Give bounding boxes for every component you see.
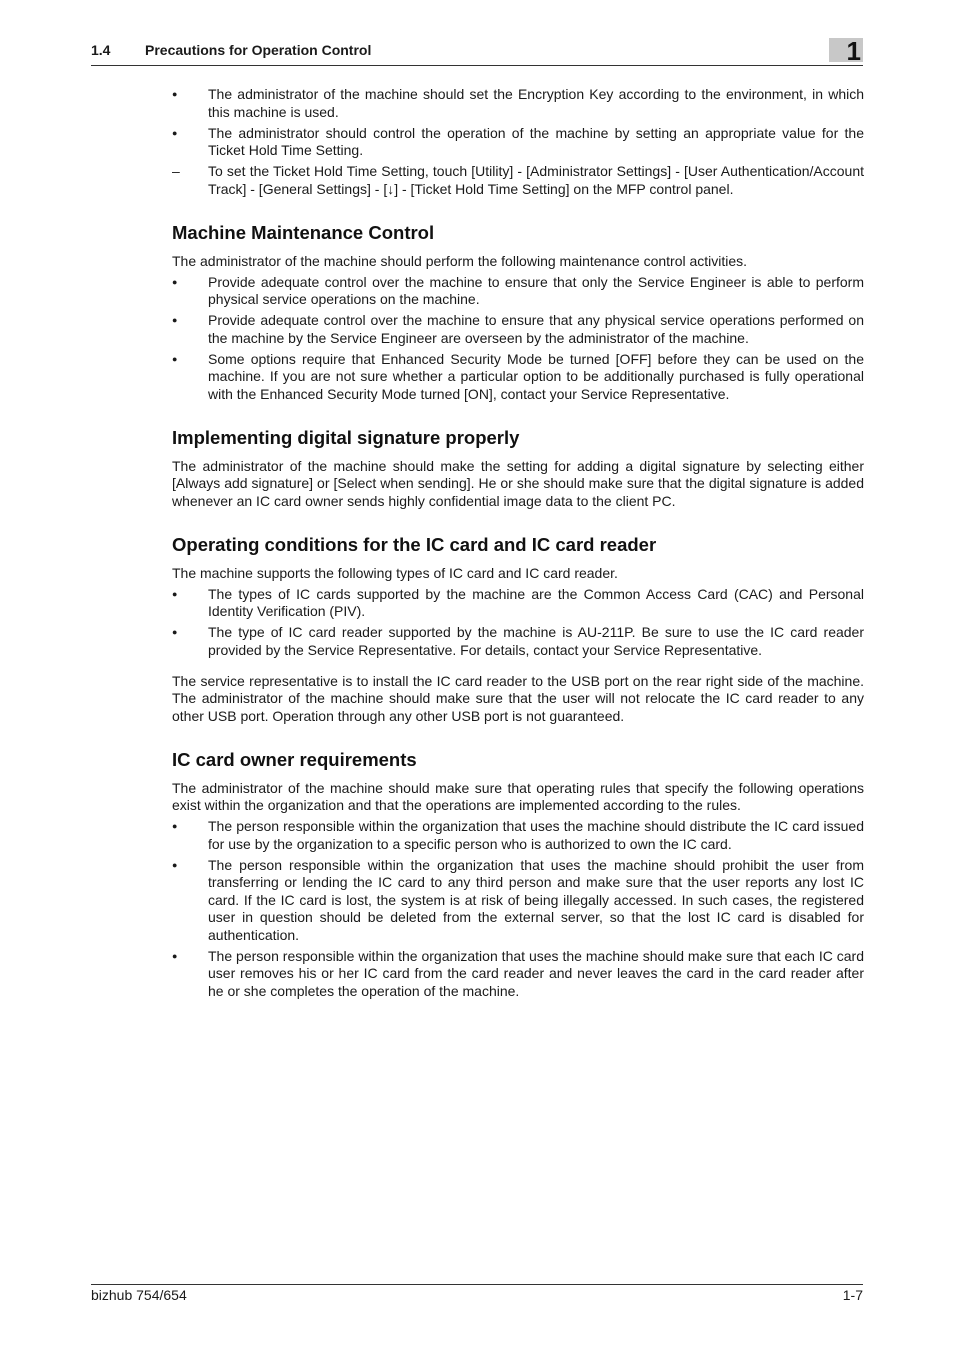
- list-item: ● The types of IC cards supported by the machine are the Common Access Card (CAC) and Personal Identity Verification (PIV).: [172, 586, 864, 621]
- product-name: bizhub 754/654: [91, 1287, 187, 1303]
- chapter-number: 1: [846, 36, 861, 66]
- list-item: ● The person responsible within the organization that uses the machine should distribute the IC card issued for use by the organization to a specific person who is authorized to own the IC card.: [172, 818, 864, 853]
- page-number: 1-7: [842, 1287, 863, 1303]
- paragraph: The administrator of the machine should make sure that operating rules that specify the following operations exist within the organization and that the operations are implemented according to the rules.: [172, 779, 864, 813]
- list-item: ● Provide adequate control over the machine to ensure that only the Service Engineer is able to perform physical service operations on the machine.: [172, 274, 864, 309]
- list-item: ● The administrator should control the operation of the machine by setting an appropriate value for the Ticket Hold Time Setting.: [172, 125, 864, 160]
- page-header: [91, 41, 863, 66]
- bullet-icon: [172, 818, 192, 838]
- list-item: ● The person responsible within the organization that uses the machine should make sure that each IC card user removes his or her IC card from the card reader and never leaves the card in the card reader after he or she completes the operation of the machine.: [172, 948, 864, 1001]
- heading-signature: Implementing digital signature properly: [172, 426, 520, 448]
- page-content: [172, 86, 864, 1004]
- bullet-icon: [172, 624, 192, 644]
- section-title: Precautions for Operation Control: [145, 42, 372, 58]
- paragraph: The machine supports the following types of IC card and IC card reader.: [172, 564, 618, 581]
- bullet-icon: [172, 351, 192, 371]
- list-item: ● The type of IC card reader supported by the machine is AU-211P. Be sure to use the IC card reader provided by the Service Representative. For details, contact your Service Representative.: [172, 624, 864, 659]
- bullet-icon: [172, 857, 192, 877]
- list-item: – To set the Ticket Hold Time Setting, touch [Utility] - [Administrator Settings] - [User Authentication/Account Track] - [General Settings] - [↓] - [Ticket Hold Time Setting] on the MFP control panel.: [172, 163, 864, 197]
- bullet-icon: [172, 586, 192, 606]
- bullet-icon: [172, 312, 192, 332]
- heading-ic-owner: IC card owner requirements: [172, 748, 417, 770]
- bullet-icon: [172, 274, 192, 294]
- page-footer: [91, 1284, 863, 1303]
- paragraph: The administrator of the machine should make the setting for adding a digital signature by selecting either [Always add signature] or [Select when sending]. He or she should make sure that the digital signature is added whenever an IC card owner sends highly confidential image data to the client PC.: [172, 457, 864, 509]
- dash-icon: –: [172, 163, 180, 179]
- bullet-icon: [172, 125, 192, 145]
- heading-ic-conditions: Operating conditions for the IC card and IC card reader: [172, 533, 657, 555]
- list-item: ● Provide adequate control over the machine to ensure that any physical service operations performed on the machine by the Service Engineer are overseen by the administrator of the machine.: [172, 312, 864, 347]
- section-number: 1.4: [91, 42, 111, 58]
- list-item: ● The administrator of the machine should set the Encryption Key according to the environment, in which this machine is used.: [172, 86, 864, 121]
- paragraph: The service representative is to install the IC card reader to the USB port on the rear right side of the machine. The administrator of the machine should make sure that the user will not relocate the IC card reader to any other USB port. Operation through any other USB port is not guaranteed.: [172, 672, 864, 724]
- list-item: ● Some options require that Enhanced Security Mode be turned [OFF] before they can be used on the machine. If you are not sure whether a particular option to be additionally purchased is fully operational with the Enhanced Security Mode turned [ON], contact your Service Representative.: [172, 351, 864, 404]
- bullet-icon: [172, 948, 192, 968]
- chapter-tab: [829, 36, 863, 66]
- bullet-icon: [172, 86, 192, 106]
- list-item: ● The person responsible within the organization that uses the machine should prohibit the user from transferring or lending the IC card to any third person and make sure that the user reports any lost IC card. If the IC card is lost, the system is at risk of being illegally accessed. In such cases, the registered user in question should be deleted from the external server, so that the lost IC card is disabled for authentication.: [172, 857, 864, 945]
- paragraph: The administrator of the machine should perform the following maintenance control activities.: [172, 252, 748, 269]
- heading-maintenance: Machine Maintenance Control: [172, 221, 435, 243]
